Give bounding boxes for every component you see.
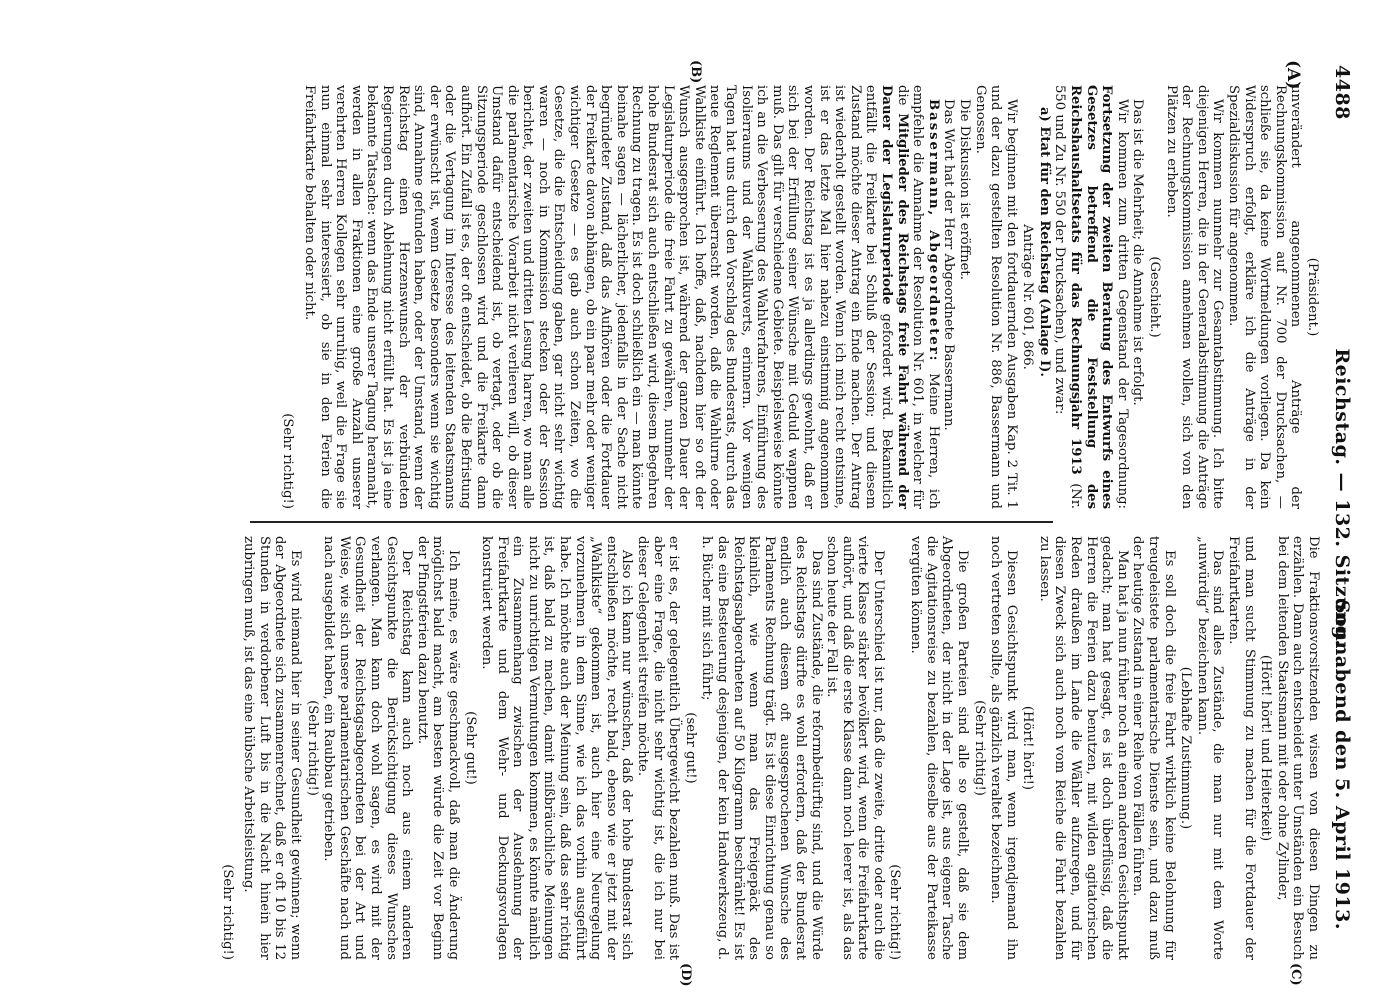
paragraph: Das ist die Mehrheit; die Annahme ist erfolgt. bbox=[1130, 99, 1146, 406]
paragraph: Diesen Gesichtspunkt wird man, wenn irgendjemand ihn noch vertreten sollte, als gänzlich veraltet bezeichnen. bbox=[988, 536, 1019, 960]
page-number: 4488 bbox=[1331, 65, 1353, 120]
page-title: Reichstag. — 132. Sitzung. bbox=[1331, 348, 1353, 647]
left-column bbox=[30, 85, 1321, 509]
paragraph: Das sind Zustände, die reformbedürftig sind, und die Würde des Reichstags dürfte es wohl erfordern, daß der Bundesrat endlich auch diesem oft ausgesprochenen Wunsche des Parlaments Rechnung trägt. Es ist diese Einrichtung genau so kleinlich, wie wenn man das Freigepäck des Reichstagsabgeordneten auf 50 Kilogramm beschränkt! Es ist das eine Besteuerung desjenigen, der kein Handwerkszeug, d. h. Bücher mit sich führt; bbox=[699, 536, 824, 960]
speaker-label: (Präsident.) bbox=[1305, 257, 1320, 337]
session-date: Sonnabend den 5. April 1913. bbox=[1331, 599, 1353, 930]
right-column bbox=[30, 536, 1321, 960]
reaction: (Sehr richtig!) bbox=[304, 700, 320, 796]
paragraph: unverändert angenommenen Anträge der Rechnungskommission auf Nr. 700 der Drucksachen, — schließe sie, da keine Wortmeldungen vorliegen. Da kein Widerspruch erfolgt, erkläre ich die Anträge in der Spezialdiskussion für angenommen. bbox=[1226, 85, 1304, 509]
reaction: (sehr gut!) bbox=[682, 712, 698, 784]
reaction: (Lebhafte Zustimmung.) bbox=[1178, 666, 1194, 830]
paragraph: Es wird niemand hier in seiner Gesundheit gewinnen; wenn der Abgeordnete sich zusammenrechnet, daß er oft 10 bis 12 Stunden in verdorbener Luft bis in die Nacht hinein hier zubringen muß, ist das eine hübsche Arbeitsleistung. bbox=[241, 536, 303, 960]
paragraph bbox=[1052, 85, 1130, 509]
agenda-intro: Wir kommen zum dritten Gegenstand der Tagesordnung: bbox=[1114, 99, 1130, 509]
reaction: (Hört! hört!) bbox=[1020, 705, 1036, 791]
agenda-bold: Fortsetzung der zweiten Beratung des Entwurfs eines Gesetzes betreffend die Feststellung des Reichshaushaltsetats für das Rechnungsjahr 1913 bbox=[1068, 85, 1115, 509]
reaction: (Hört! hört! und Heiterkeit) bbox=[1258, 654, 1274, 842]
paragraph: und man sucht Stimmung zu machen für die Fortdauer der Freifahrtkarten. bbox=[1226, 536, 1257, 960]
paragraph: Man hat ja nun früher noch an einen anderen Gesichtspunkt gedacht; man hat gesagt, es ist doch überflüssig, daß die Herren die Ferien dazu benutzen, mit wilden agitatorischen Reden draußen im Lande die Wähler aufzuregen, und für diesen Zweck sich auch noch vom Reiche die Fahrt bezahlen zu lassen. bbox=[1036, 536, 1130, 960]
margin-marker-a: (A) bbox=[1283, 60, 1303, 90]
paragraph: Ich meine, es wäre geschmackvoll, daß man die Änderung möglichst bald macht, am besten würde die Zeit vor Beginn der Pfingstferien dazu benutzt. bbox=[414, 536, 461, 960]
column-divider bbox=[250, 521, 1053, 523]
reaction: (Sehr richtig!) bbox=[280, 413, 296, 509]
margin-marker-c: (C) bbox=[1288, 963, 1303, 986]
paragraph: Die Fraktionsvorsitzenden wissen von diesen Dingen zu erzählen. Dann auch entscheidet unter Umständen ein Besuch bei dem leitenden Staatsmann mit oder ohne Zylinder, bbox=[1274, 536, 1321, 960]
paragraph: Also ich kann nur wünschen, daß der hohe Bundesrat sich entschließen möchte, recht bald, ebenso wie er jetzt mit der „Wahlkiste“ gekommen ist, auch hier eine Neuregelung vorzunehmen in dem Sinne, wie ich das vorhin ausgeführt habe. Ich möchte auch der Meinung sein, daß das sehr richtig ist, daß bald zu machen, damit mißbräuchliche Meinungen nicht zu unrichtigen Vermutungen kommen, es könnte nämlich ein Zusammenhang zwischen der Ausdehnung der Freifahrtkarte und dem Wehr- und Deckungsvorlagen konstruiert werden. bbox=[479, 536, 635, 960]
reaction: (Geschieht.) bbox=[1147, 256, 1163, 338]
margin-marker-b: (B) bbox=[688, 60, 703, 84]
paragraph: Wir kommen nunmehr zur Gesamtabstimmung. Ich bitte diejenigen Herren, die in der Generalabstimmung die Anträge der Rechnungskommission annehmen wollen, sich von den Plätzen zu erheben. bbox=[1163, 85, 1226, 509]
margin-marker-d: (D) bbox=[678, 963, 693, 987]
reaction: (Sehr richtig!) bbox=[971, 700, 987, 796]
agenda-item bbox=[1036, 85, 1052, 509]
paragraph: Das sind alles Zustände, die man nur mit dem Worte „unwürdig“ bezeichnen kann. bbox=[1194, 536, 1226, 960]
speech-text: gefordert wird. Bekanntlich entfällt die Freikarte bei Schluß der Session; und diesem Zustand möchte dieser Antrag ein Ende machen. Der Antrag ist wiederholt gestellt worden. Wenn ich mich recht entsinne, ist er das letzte Mal hier nahezu einstimmig angenommen worden. Der Reichstag ist es ja allerdings gewohnt, daß er sich bei der Erfüllung seiner Wünsche mit Geduld wappnen muß. Das gilt für verschiedene Gebiete. Beispielsweise könnte ich an die Verbesserung des Wahlverfahrens, Einführung des Isolierraums und der Wahlkuverts, erinnern. Vor wenigen Tagen hat uns durch den Vorschlag des Bundesrats, durch das neue Reglement überrascht worden, daß die Wahlurne oder Wahlkiste einführt. Ich hoffe, daß, nachdem hier so oft der Wunsch ausgesprochen ist, während der ganzen Dauer der Legislaturperiode die freie Fahrt zu gewähren, nunmehr der hohe Bundesrat sich auch entschließen wird, diesem Begehren Rechnung zu tragen. Es ist doch schließlich ein — man könnte beinahe sagen — lächerlicher, jedenfalls in der Sache nicht begründeter Zustand, daß das Aufhören oder die Fortdauer der Freikarte davon abhängen, ob ein paar mehr oder weniger wichtiger Gesetze — es gab auch schon Zeiten, wo die Gesetze, die die Entscheidung gaben, gar nicht sehr wichtig waren — noch in Kommission stecken oder der Session berichtet, der zweiten und dritten Lesung harren, wo man alle die parlamentarische Vorarbeit nicht verlieren will, ob dieser Umstand dafür entscheidend ist, ob vertagt, oder ob die Sitzungsperiode geschlossen wird und die Freikarte dann aufhört. Ein Zufall ist es, der oft entscheidet, ob die Befristung oder die Vertagung im Interesse des leitenden Staatsmanns der erwünscht ist, wenn Gesetze besonders wenn sie wichtig sind, Annahme gefunden haben, oder der Umstand, wenn der Reichstag einen Herzenswunsch der verbündeten Regierungen durch Ablehnung nicht erfüllt hat. Es ist ja eine bekannte Tatsache: wenn das Ende unserer Tagung herannaht, werden in allen Fraktionen eine große Anzahl unserer verehrten Herren Kollegen sehr unruhig, weil die Frage sie nun einmal sehr interessiert, ob sie in den Ferien die Freifahrtkarte behalten oder nicht. bbox=[302, 85, 894, 509]
speech-bold: Mitglieder des Reichstags freie Fahrt während der Dauer der Legislaturperiode bbox=[878, 85, 910, 509]
page-header bbox=[1323, 65, 1353, 930]
reaction: (Sehr richtig!) bbox=[219, 864, 235, 960]
agenda-item-sub: Anträge Nr. 601, 866. bbox=[1020, 224, 1036, 370]
agenda-item-a: a) Etat für den Reichstag (Anlage I). bbox=[1036, 107, 1052, 378]
reaction: (Sehr gut!) bbox=[462, 711, 478, 785]
paragraph: Der Reichstag kann auch noch aus einem anderen Gesichtspunkte die Berücksichtigung dieses Wunsches verlangen. Man kann doch wohl sagen, es wird mit der Gesundheit der Reichstagsabgeordneten bei der Art und Weise, wie sich unsere parlamentarischen Geschäfte nach und nach ausgebildet haben, ein Raubbau getrieben. bbox=[321, 536, 415, 960]
paragraph: Die großen Parteien sind alle so gestellt, daß sie dem Abgeordneten, der nicht in der Lage ist, aus eigener Tasche die Agitationsreise zu bezahlen, dieselbe aus der Parteikasse vergüten können. bbox=[908, 536, 970, 960]
paragraph: Der Unterschied ist nur, daß die zweite, dritte oder auch die vierte Klasse stärker bevölkert wird, wenn die Freifahrtkarte aufhört, und daß die erste Klasse dann noch leerer ist, als das schon heute der Fall ist. bbox=[824, 536, 886, 960]
agenda-tail: (Nr. 550 und Zu Nr. 550 der Drucksachen), und zwar: bbox=[1052, 85, 1084, 509]
paragraph: Das Wort hat der Herr Abgeordnete Bassermann. bbox=[941, 99, 957, 431]
paragraph: Es soll doch die freie Fahrt wirklich keine Belohnung für treugeleistete parlamentarische Dienste sein, und dazu muß der heutige Zustand in einer Reihe von Fällen führen. bbox=[1130, 536, 1177, 960]
speech-text: Meine Herren, ich empfehle die Annahme der Resolution Nr. 601, in welcher für die bbox=[894, 85, 941, 509]
speech bbox=[301, 85, 940, 509]
paragraph: Die Diskussion ist eröffnet. bbox=[956, 99, 972, 280]
speaker-name: Bassermann, Abgeordneter: bbox=[925, 99, 941, 363]
paragraph: er ist es, der gelegentlich Übergewicht bezahlen muß. Das ist aber eine Frage, die nicht sehr wichtig ist, die ich nur bei dieser Gelegenheit streifen möchte. bbox=[635, 536, 682, 960]
reaction: (Sehr richtig!) bbox=[886, 864, 902, 960]
paragraph: Wir beginnen mit den fortdauernden Ausgaben Kap. 2 Tit. 1 und der dazu gestellten Resolution Nr. 886, Bassermann und Genossen. bbox=[972, 85, 1019, 509]
